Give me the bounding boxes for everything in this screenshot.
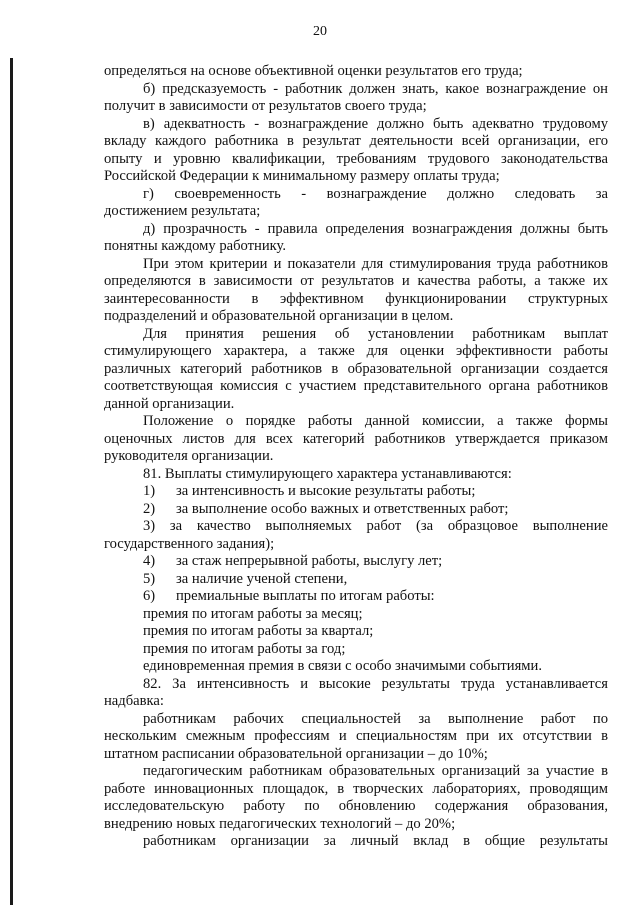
page-number: 20 — [313, 24, 327, 39]
line-text: внедрению новых педагогических технологий – до 20%; — [104, 815, 456, 832]
text-line — [104, 308, 608, 326]
line-text: работникам организации за личный вклад в общие результаты — [143, 833, 608, 849]
line-text: оценочных листов для всех категорий работников утверждается приказом — [104, 430, 608, 447]
line-text: руководителя организации. — [104, 448, 274, 464]
text-line — [104, 81, 608, 99]
line-text: за интенсивность и высокие результаты работы; — [176, 483, 476, 499]
text-line — [104, 588, 608, 606]
text-line — [104, 641, 608, 659]
text-line — [104, 711, 608, 729]
line-text: нескольким смежным профессиям и специальностям при их отсутствии в — [104, 728, 608, 744]
line-text: г) своевременность - вознаграждение должно следовать за — [143, 185, 608, 202]
text-line — [104, 273, 608, 291]
line-text: премия по итогам работы за месяц; — [143, 605, 363, 622]
line-text: стимулирующего характера, а также для оценки эффективности работы — [104, 343, 608, 359]
line-text: При этом критерии и показатели для стимулирования труда работников — [143, 255, 608, 272]
text-line — [104, 536, 608, 554]
text-line — [104, 763, 608, 781]
line-text: штатном расписании образовательной организации – до 10%; — [104, 745, 488, 762]
line-text: различных категорий работников в образовательной организации создается — [104, 360, 608, 377]
text-line — [104, 326, 608, 344]
text-line — [104, 483, 608, 501]
text-line — [104, 781, 608, 799]
text-line — [104, 466, 608, 484]
text-line — [104, 798, 608, 816]
line-text: Российской Федерации к минимальному размеру оплаты труда; — [104, 168, 500, 184]
line-text: определяются в зависимости от результатов и качества работы, а также их — [104, 273, 608, 289]
line-text: премиальные выплаты по итогам работы: — [176, 588, 435, 604]
document-body — [104, 63, 608, 851]
text-line — [104, 378, 608, 396]
line-text: данной организации. — [104, 395, 235, 412]
line-text: надбавка: — [104, 693, 164, 709]
line-text: заинтересованности в эффективном функционировании структурных — [104, 290, 608, 307]
line-text: за стаж непрерывной работы, выслугу лет; — [176, 553, 443, 569]
text-line — [104, 501, 608, 519]
text-line — [104, 98, 608, 116]
line-text: достижением результата; — [104, 203, 261, 219]
line-text: Для принятия решения об установлении работникам выплат — [143, 325, 608, 342]
text-line — [104, 728, 608, 746]
line-text: педагогическим работникам образовательных организаций за участие в — [143, 763, 608, 779]
line-text: д) прозрачность - правила определения вознаграждения должны быть — [143, 220, 608, 237]
text-line — [104, 448, 608, 466]
text-line — [104, 746, 608, 764]
text-line — [104, 571, 608, 589]
text-line — [104, 623, 608, 641]
line-text: работе инновационных площадок, в творческих лабораториях, проводящим — [104, 780, 608, 797]
text-line — [104, 413, 608, 431]
text-line — [104, 343, 608, 361]
text-line — [104, 203, 608, 221]
line-text: Положение о порядке работы данной комиссии, а также формы — [143, 413, 608, 429]
text-line — [104, 693, 608, 711]
line-text: за выполнение особо важных и ответственных работ; — [176, 500, 509, 517]
text-line — [104, 63, 608, 81]
text-line — [104, 116, 608, 134]
text-line — [104, 256, 608, 274]
line-text: исследовательскую работу по обновлению содержания образования, — [104, 798, 608, 814]
line-text: 81. Выплаты стимулирующего характера устанавливаются: — [143, 465, 512, 482]
list-number: 2) — [143, 500, 156, 517]
line-text: в) адекватность - вознаграждение должно быть адекватно трудовому — [143, 115, 608, 132]
list-number: 6) — [143, 588, 156, 604]
line-text: опыту и уровню квалификации, требованиям трудового законодательства — [104, 150, 608, 167]
line-text: б) предсказуемость - работник должен знать, какое вознаграждение он — [143, 80, 608, 97]
list-number: 5) — [143, 570, 156, 587]
text-line — [104, 606, 608, 624]
line-text: премия по итогам работы за квартал; — [143, 623, 374, 639]
line-text: государственного задания); — [104, 535, 275, 552]
text-line — [104, 833, 608, 851]
line-text: вкладу каждого работника в результат деятельности всей организации, его — [104, 133, 608, 149]
line-text: определяться на основе объективной оценки результатов его труда; — [104, 63, 523, 79]
text-line — [104, 676, 608, 694]
line-text: за наличие ученой степени, — [176, 570, 348, 587]
line-text: подразделений и образовательной организации в целом. — [104, 308, 454, 324]
line-text: 3) за качество выполняемых работ (за образцовое выполнение — [143, 518, 608, 534]
line-text: единовременная премия в связи с особо значимыми событиями. — [143, 658, 542, 674]
text-line — [104, 168, 608, 186]
line-text: премия по итогам работы за год; — [143, 640, 346, 657]
text-line — [104, 361, 608, 379]
text-line — [104, 816, 608, 834]
text-line — [104, 238, 608, 256]
text-line — [104, 658, 608, 676]
list-number: 1) — [143, 483, 156, 499]
text-line — [104, 151, 608, 169]
text-line — [104, 133, 608, 151]
line-text: 82. За интенсивность и высокие результаты труда устанавливается — [143, 675, 608, 692]
text-line — [104, 518, 608, 536]
scan-edge-shadow — [10, 58, 13, 905]
line-text: работникам рабочих специальностей за выполнение работ по — [143, 710, 608, 727]
text-line — [104, 221, 608, 239]
text-line — [104, 553, 608, 571]
line-text: понятны каждому работнику. — [104, 238, 286, 254]
text-line — [104, 291, 608, 309]
list-number: 4) — [143, 553, 156, 569]
text-line — [104, 186, 608, 204]
text-line — [104, 431, 608, 449]
line-text: получит в зависимости от результатов своего труда; — [104, 98, 427, 114]
line-text: соответствующая комиссия с участием представительного органа работников — [104, 378, 608, 394]
text-line — [104, 396, 608, 414]
